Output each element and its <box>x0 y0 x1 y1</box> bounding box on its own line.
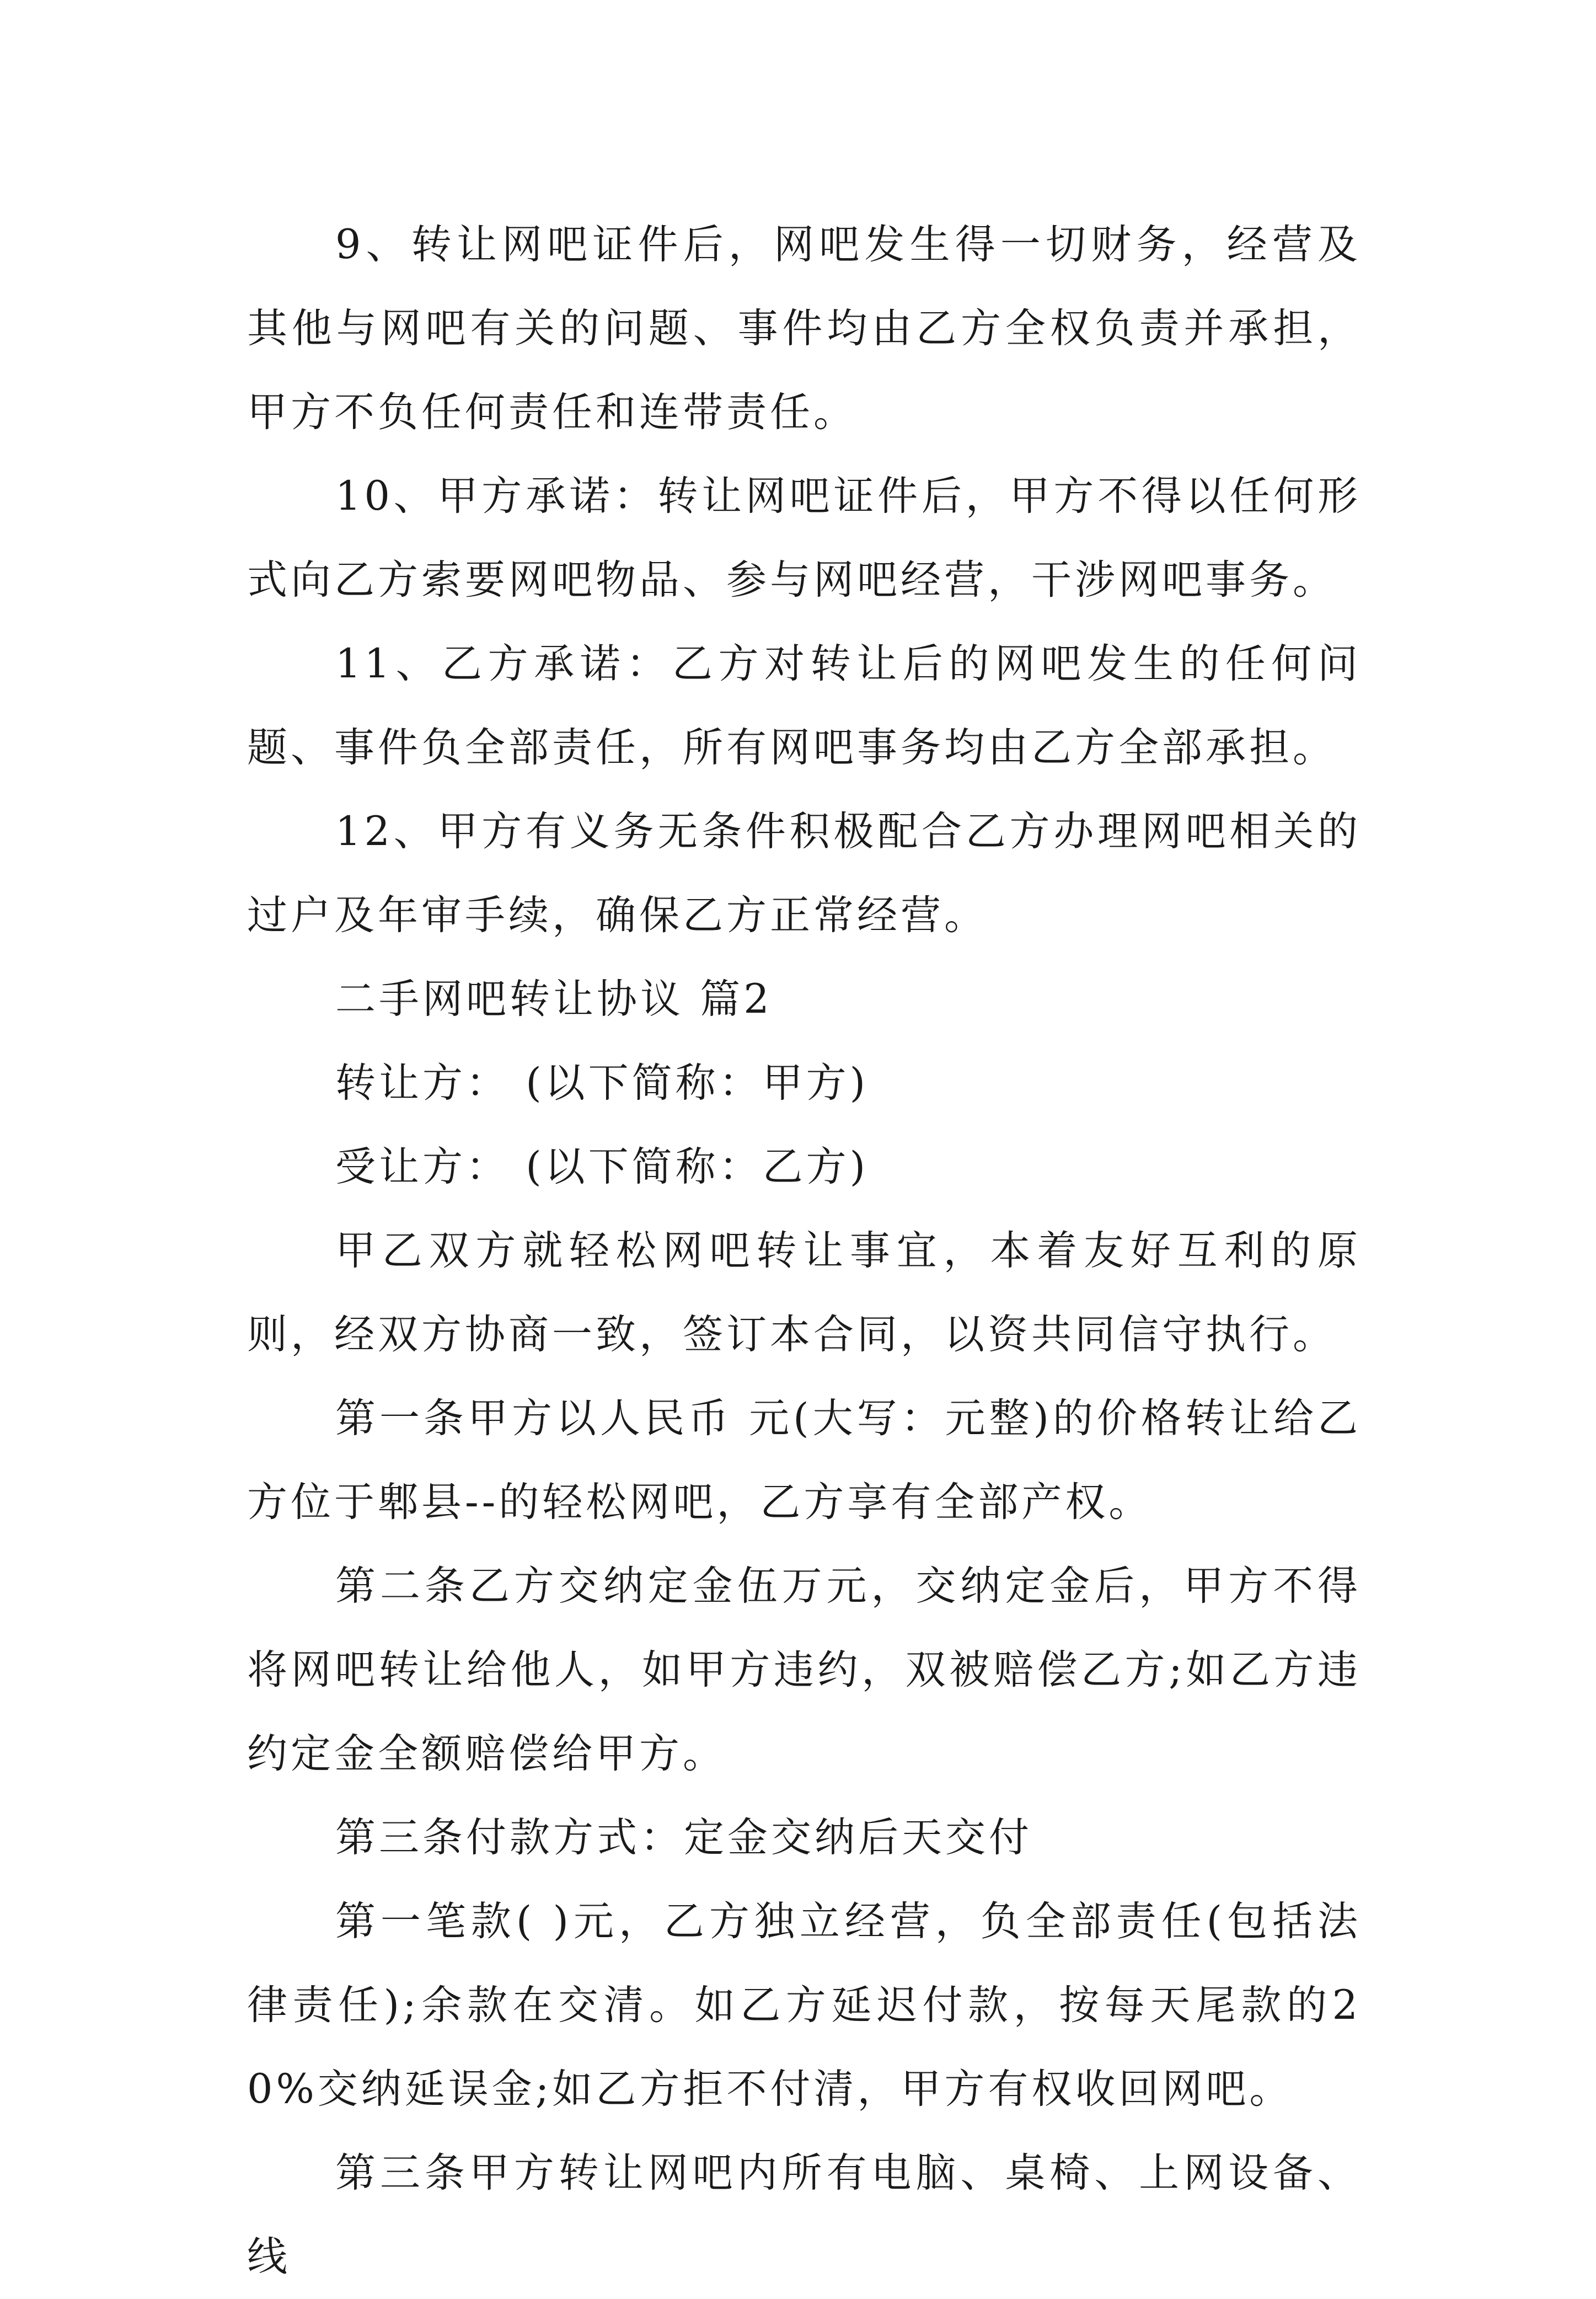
article-1: 第一条甲方以人民币 元(大写：元整)的价格转让给乙方位于郫县--的轻松网吧，乙方享有全部产权。 <box>247 1395 1361 1526</box>
transferor-line: 转让方： (以下简称：甲方) <box>335 1060 869 1106</box>
preamble-paragraph: 甲乙双方就轻松网吧转让事宜，本着友好互利的原则，经双方协商一致，签订本合同，以资共同信守执行。 <box>247 1227 1361 1358</box>
transferee-line: 受让方： (以下简称：乙方) <box>335 1143 869 1190</box>
first-payment-paragraph: 第一笔款( )元，乙方独立经营，负全部责任(包括法律责任);余款在交清。如乙方延迟付款，按每天尾款的20%交纳延误金;如乙方拒不付清，甲方有权收回网吧。 <box>247 1898 1361 2113</box>
article-3-equipment: 第三条甲方转让网吧内所有电脑、桌椅、上网设备、线 <box>247 2150 1361 2280</box>
section-heading: 二手网吧转让协议 篇2 <box>335 976 773 1023</box>
clause-11: 11、乙方承诺：乙方对转让后的网吧发生的任何问题、事件负全部责任，所有网吧事务均由乙方全部承担。 <box>247 640 1361 771</box>
article-2: 第二条乙方交纳定金伍万元，交纳定金后，甲方不得将网吧转让给他人，如甲方违约，双被赔偿乙方;如乙方违约定金全额赔偿给甲方。 <box>247 1563 1361 1777</box>
clause-9: 9、转让网吧证件后，网吧发生得一切财务，经营及其他与网吧有关的问题、事件均由乙方全权负责并承担，甲方不负任何责任和连带责任。 <box>247 221 1361 436</box>
clause-12: 12、甲方有义务无条件积极配合乙方办理网吧相关的过户及年审手续，确保乙方正常经营。 <box>247 808 1361 939</box>
document-body <box>247 203 1361 2299</box>
article-3-payment: 第三条付款方式：定金交纳后天交付 <box>335 1814 1032 1861</box>
clause-10: 10、甲方承诺：转让网吧证件后，甲方不得以任何形式向乙方索要网吧物品、参与网吧经营，干涉网吧事务。 <box>247 473 1361 603</box>
